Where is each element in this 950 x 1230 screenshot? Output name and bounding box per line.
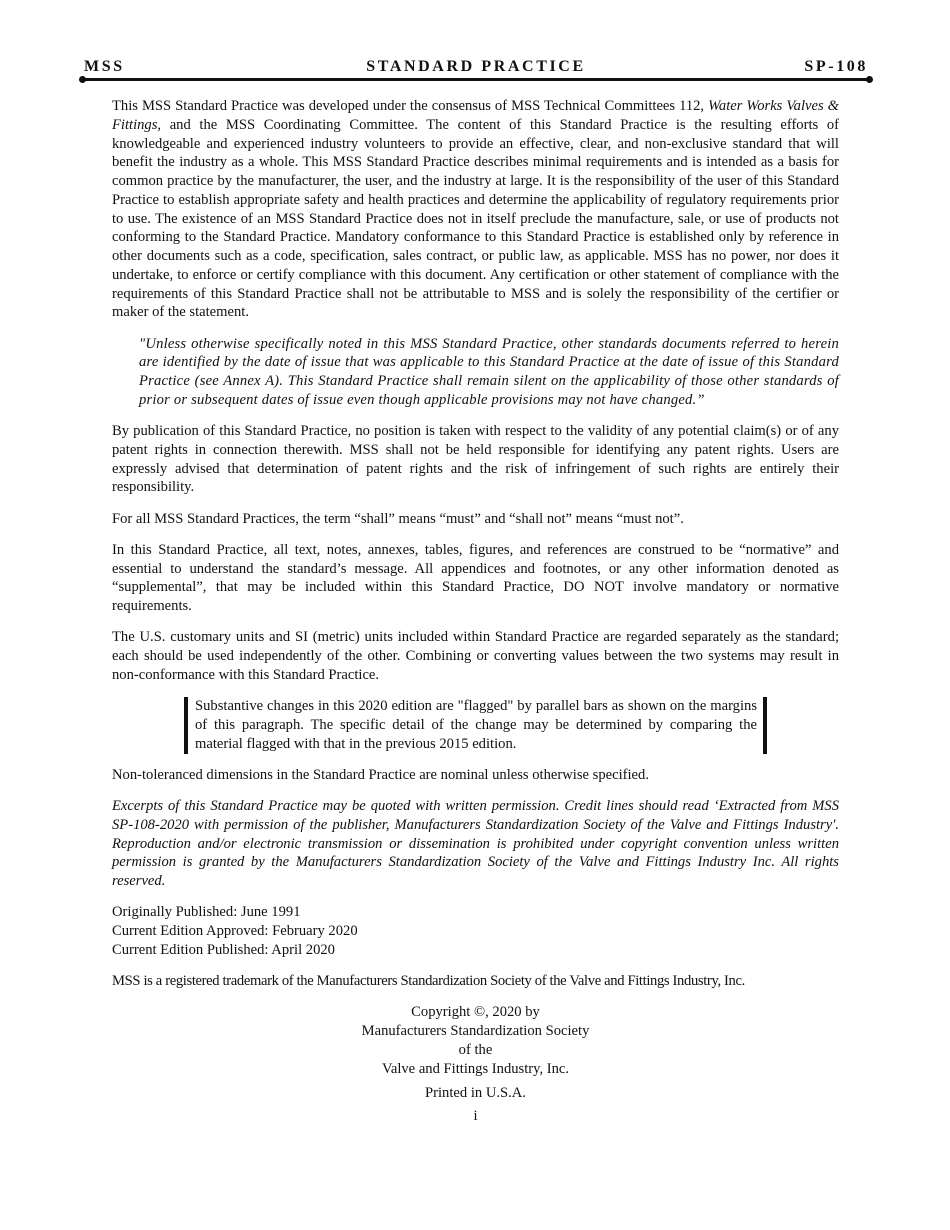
change-flag-bar	[763, 697, 767, 754]
copyright-line: Valve and Fittings Industry, Inc.	[381, 1060, 570, 1077]
edition-approved: Current Edition Approved: February 2020	[112, 923, 358, 939]
copyright-line: Copyright ©, 2020 by	[411, 1004, 540, 1021]
copyright-block	[112, 1003, 839, 1078]
page-number: i	[473, 1108, 478, 1124]
units-paragraph: The U.S. customary units and SI (metric) units included within Standard Practice are regarded separately as the standard; each should be used independently of the other. Combining or converting values between the two systems may result in non-conformance with this Standard Practice.	[112, 629, 839, 683]
header-title: STANDARD PRACTICE	[366, 58, 586, 75]
change-flag-bar	[184, 697, 188, 754]
header-rule	[82, 78, 870, 81]
page-header	[84, 57, 868, 79]
document-body	[112, 97, 839, 1126]
header-doc-number: SP-108	[804, 58, 868, 75]
printed-location: Printed in U.S.A.	[425, 1085, 526, 1102]
publication-history	[112, 903, 839, 959]
copyright-line: of the	[458, 1041, 493, 1058]
header-org: MSS	[84, 58, 125, 75]
intro-text-start: This MSS Standard Practice was developed under the consensus of MSS Technical Committees 112,	[112, 98, 709, 114]
normative-paragraph: In this Standard Practice, all text, notes, annexes, tables, figures, and references are construed to be “normative” and essential to understand the standard’s message. All appendices and footnotes, or any other information denoted as “supplemental”, that may be included within this Standard Practice, DO NOT involve mandatory or normative requirements.	[112, 541, 839, 614]
flagged-changes-note	[184, 697, 767, 753]
rule-end-dot	[79, 76, 86, 83]
rule-end-dot	[866, 76, 873, 83]
copyright-holder: Manufacturers Standardization Society	[361, 1023, 590, 1039]
intro-text-end: , and the MSS Coordinating Committee. The content of this Standard Practice is the resulting efforts of knowledgeable and experienced industry volunteers to provide an effective, clear, and non-exclusive standard that will benefit the industry as a whole. This MSS Standard Practice describes minimal requirements and is intended as a basis for common practice by the manufacturer, the user, and the industry at large. It is the responsibility of the user of this Standard Practice to establish appropriate safety and health practices and determine the applicability of regulatory requirements prior to use. The existence of an MSS Standard Practice does not in itself preclude the manufacture, sale, or use of products not conforming to the Standard Practice. Mandatory conformance to this Standard Practice is established only by reference in other documents such as a code, specification, sales contract, or public law, as applicable. MSS has no power, nor does it undertake, to enforce or certify compliance with this document. Any certification or other statement of compliance with the requirements of this Standard Practice shall not be attributable to MSS and is solely the responsibility of the certifier or maker of the statement.	[112, 116, 839, 321]
intro-paragraph	[112, 97, 839, 322]
patent-paragraph: By publication of this Standard Practice, no position is taken with respect to the validity of any potential claim(s) or of any patent rights in connection therewith. MSS shall not be held responsible for identifying any patent rights. Users are expressly advised that determination of patent rights and the risk of infringement of such rights are entirely their responsibility.	[112, 423, 839, 496]
standards-date-quote: "Unless otherwise specifically noted in this MSS Standard Practice, other standards documents referred to herein are identified by the date of issue that was applicable to this Standard Practice at the date of issue of this Standard Practice (see Annex A). This Standard Practice shall remain silent on the applicability of those other standards of prior or subsequent dates of issue even though applicable provisions may not have changed.”	[139, 335, 839, 408]
originally-published: Originally Published: June 1991	[112, 904, 301, 921]
committee-name: Water Works Valves & Fittings	[112, 98, 839, 133]
excerpts-permission-paragraph: Excerpts of this Standard Practice may be quoted with written permission. Credit lines should read ‘Extracted from MSS SP-108-2020 with permission of the publisher, Manufacturers Standardization Society of the Valve and Fittings Industry'. Reproduction and/or electronic transmission or dissemination is prohibited under copyright convention unless written permission is granted by the Manufacturers Standardization Society of the Valve and Fittings Industry Inc. All rights reserved.	[112, 798, 839, 889]
trademark-notice: MSS is a registered trademark of the Manufacturers Standardization Society of the Valve and Fittings Industry, Inc.	[112, 973, 745, 989]
edition-published: Current Edition Published: April 2020	[112, 941, 335, 958]
shall-definition: For all MSS Standard Practices, the term “shall” means “must” and “shall not” means “must not”.	[112, 510, 684, 527]
nontoleranced-paragraph: Non-toleranced dimensions in the Standard Practice are nominal unless otherwise specified.	[112, 766, 649, 783]
flagged-changes-text: Substantive changes in this 2020 edition are "flagged" by parallel bars as shown on the margins of this paragraph. The specific detail of the change may be determined by comparing the material flagged with that in the previous 2015 edition.	[195, 698, 757, 752]
